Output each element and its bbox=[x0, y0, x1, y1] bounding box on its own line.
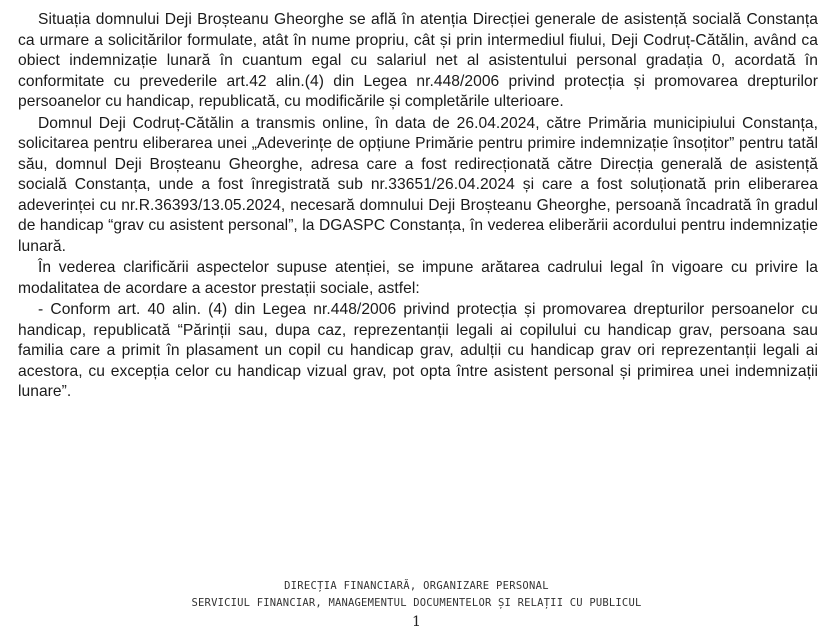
paragraph-legal-framework: În vederea clarificării aspectelor supuse atenției, se impune arătarea cadrului legal în vigoare cu privire la modalitatea de acordare a acestor prestații sociale, astfel: bbox=[18, 259, 818, 297]
document-body bbox=[18, 10, 818, 404]
paragraph-request: Domnul Deji Codruț-Cătălin a transmis online, în data de 26.04.2024, către Primăria municipiului Constanța, solicitarea pentru eliberarea unei „Adeverințe de opțiune Primărie pentru primire indemnizație însoțitor” pentru tatăl său, domnul Deji Broșteanu Gheorghe, adresa care a fost redirecționată către Direcția generală de asistență socială Constanța, unde a fost înregistrată sub nr.33651/26.04.2024 și care a fost soluționată prin eliberarea adeverinței cu nr.R.36393/13.05.2024, necesară domnului Deji Broșteanu Gheorghe, persoană încadrată în gradul de handicap “grav cu asistent personal”, la DGASPC Constanța, în vederea eliberării acordului pentru indemnizație lunară. bbox=[18, 114, 818, 255]
footer-department: DIRECȚIA FINANCIARĂ, ORGANIZARE PERSONAL bbox=[284, 580, 549, 592]
footer-service: SERVICIUL FINANCIAR, MANAGEMENTUL DOCUMENTELOR ȘI RELAȚII CU PUBLICUL bbox=[191, 597, 642, 609]
paragraph-situation: Situația domnului Deji Broșteanu Gheorghe se află în atenția Direcției generale de asistență socială Constanța ca urmare a solicitărilor formulate, atât în nume propriu, cât și prin intermediul fiului, Deji Codruț-Cătălin, având ca obiect indemnizație lunară în cuantum egal cu salariul net al asistentului personal gradația 0, acordată în conformitate cu prevederile art.42 alin.(4) din Legea nr.448/2006 privind protecția și promovarea drepturilor persoanelor cu handicap, republicată, cu modificările și completările ulterioare. bbox=[18, 11, 818, 110]
page-number: 1 bbox=[412, 614, 421, 630]
paragraph-legal-citation: - Conform art. 40 alin. (4) din Legea nr.448/2006 privind protecția și promovarea drepturilor persoanelor cu handicap, republicată “Părinții sau, dupa caz, reprezentanții legali ai copilului cu handicap grav, persoana sau familia care a primit în plasament un copil cu handicap grav, adulții cu handicap grav ori reprezentanții legali ai acestora, cu excepția celor cu handicap vizual grav, pot opta între asistent personal și primirea unei indemnizații lunare”. bbox=[18, 301, 818, 400]
